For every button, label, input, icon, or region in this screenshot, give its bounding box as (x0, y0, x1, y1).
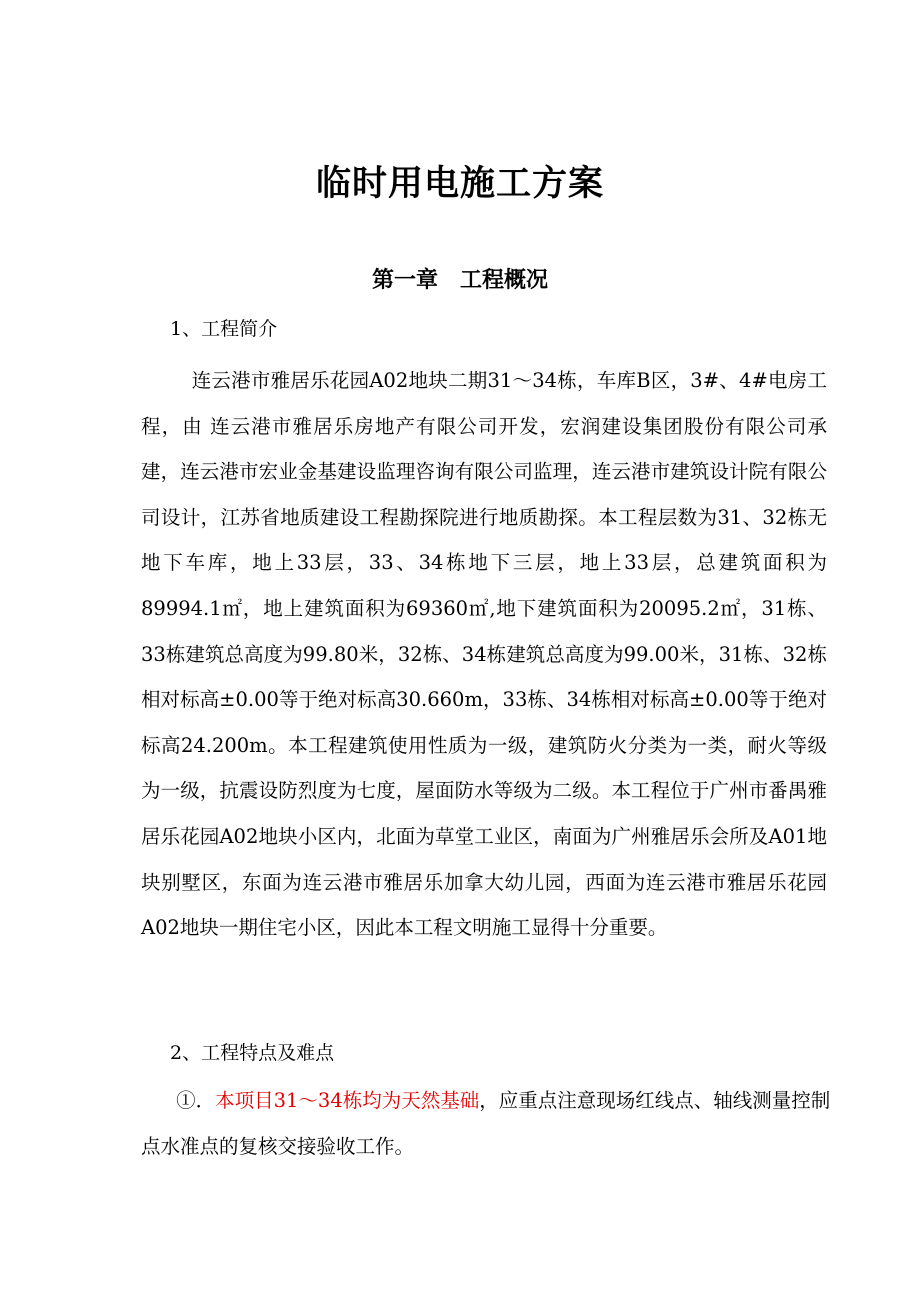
chapter-heading: 第一章 工程概况 (371, 268, 548, 293)
highlight-text: 本项目31～34栋均为天然基础 (215, 1089, 480, 1112)
document-title: 临时用电施工方案 (315, 164, 604, 204)
item-text: ，应重点注意现场红线点、轴线测量控制点水准点的复核交接验收工作。 (141, 1089, 831, 1158)
section-heading-features: 2、工程特点及难点 (170, 1042, 335, 1064)
project-overview-paragraph: 连云港市雅居乐花园A02地块二期31～34栋，车库B区，3#、4#电房工程，由 连云港市雅居乐房地产有限公司开发，宏润建设集团股份有限公司承建，连云港市宏业金基建设监理咨询有限公司监理，连云港市建筑设计院有限公司设计，江苏省地质建设工程勘探院进行地质勘探。本工程层数为31、32栋无地下车库，地上33层，33、34栋地下三层，地上33层，总建筑面积为89994.1㎡，地上建筑面积为69360㎡,地下建筑面积为20095.2㎡，31栋、33栋建筑总高度为99.80米，32栋、34栋建筑总高度为99.00米，31栋、32栋相对标高±0.00等于绝对标高30.660m，33栋、34栋相对标高±0.00等于绝对标高24.200m。本工程建筑使用性质为一级，建筑防火分类为一类，耐火等级为一级，抗震设防烈度为七度，屋面防水等级为二级。本工程位于广州市番禺雅居乐花园A02地块小区内，北面为草堂工业区，南面为广州雅居乐会所及A01地块别墅区，东面为连云港市雅居乐加拿大幼儿园，西面为连云港市雅居乐花园A02地块一期住宅小区，因此本工程文明施工显得十分重要。 (141, 369, 827, 940)
feature-item-1 (141, 1078, 831, 1169)
section-heading-overview: 1、工程简介 (170, 318, 278, 340)
item-marker: ①． (176, 1089, 216, 1112)
